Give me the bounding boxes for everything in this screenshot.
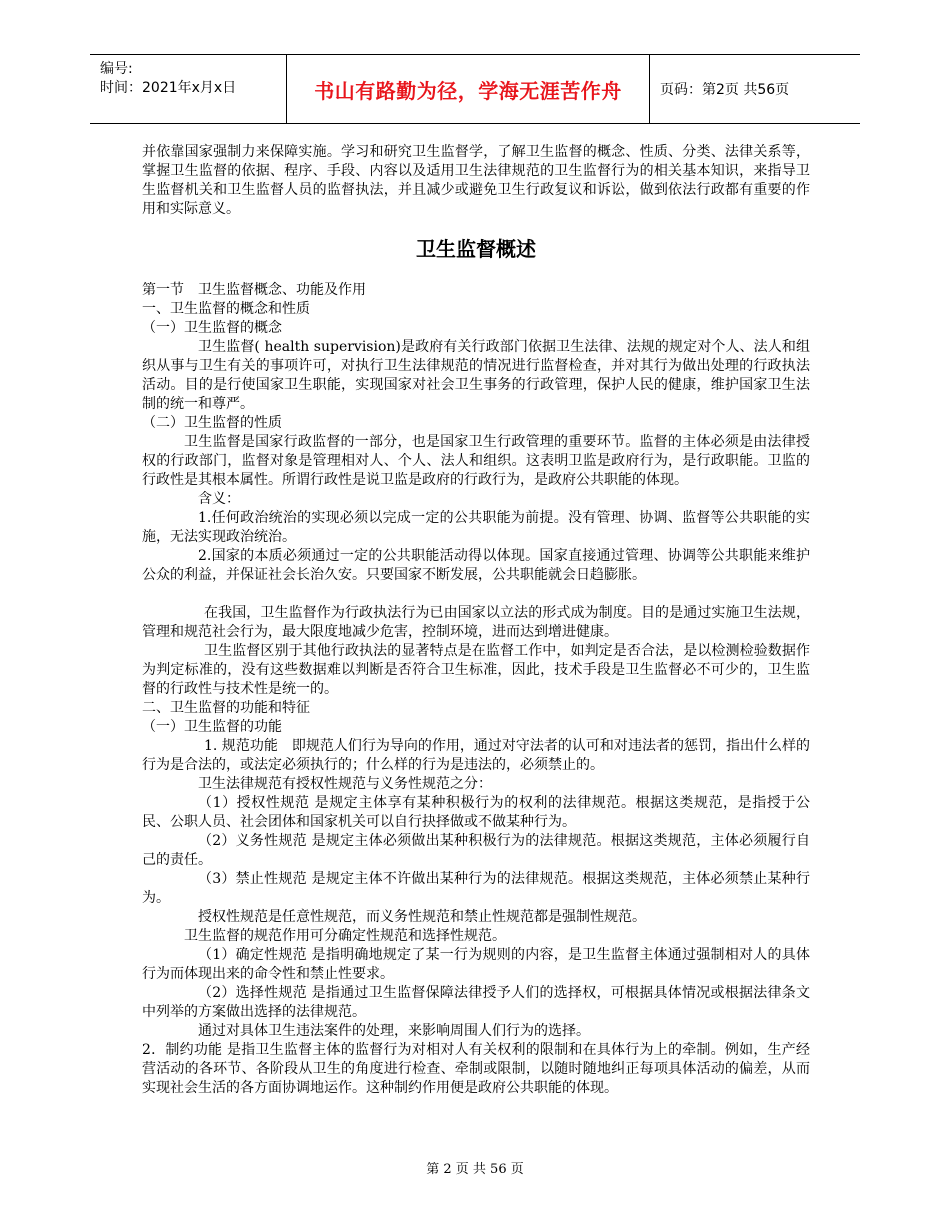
body-paragraph: 卫生监督( health supervision)是政府有关行政部门依据卫生法律、法规的规定对个人、法人和组织从事与卫生有关的事项许可，对执行卫生法律规范的情况进行监督检查，并对其行为做出处理的行政执法活动。目的是行使国家卫生职能，实现国家对社会卫生事务的行政管理，保护人民的健康，维护国家卫生法制的统一和尊严。 (142, 339, 810, 412)
time-label: 时间：2021年x月x日 (100, 80, 237, 96)
body-paragraph: 卫生监督是国家行政监督的一部分，也是国家卫生行政管理的重要环节。监督的主体必须是由法律授权的行政部门，监督对象是管理相对人、个人、法人和组织。这表明卫监是政府行为，是行政职能。卫监的行政性是其根本属性。所谓行政性是说卫监是政府的行政行为，是政府公共职能的体现。 (142, 434, 810, 488)
body-paragraph: 在我国，卫生监督作为行政执法行为已由国家以立法的形式成为制度。目的是通过实施卫生法规，管理和规范社会行为，最大限度地减少危害，控制环境，进而达到增进健康。 (142, 605, 810, 640)
number-label: 编号: (100, 61, 133, 77)
body-paragraph: 通过对具体卫生违法案件的处理，来影响周围人们行为的选择。 (198, 1023, 590, 1039)
header-motto: 书山有路勤为径，学海无涯苦作舟 (286, 55, 650, 123)
body-paragraph: 含义： (198, 491, 240, 507)
page-footer: 第 2 页 共 56 页 (426, 1162, 524, 1177)
body-paragraph: 卫生监督区别于其他行政执法的显著特点是在监督工作中，如判定是否合法，是以检测检验数据作为判定标准的，没有这些数据难以判断是否符合卫生标准，因此，技术手段是卫生监督必不可少的，卫生监督的行政性与技术性是统一的。 (142, 643, 810, 697)
subsection-heading: 二、卫生监督的功能和特征 (142, 700, 310, 716)
body-paragraph: 2.国家的本质必须通过一定的公共职能活动得以体现。国家直接通过管理、协调等公共职能来维护公众的利益，并保证社会长治久安。只要国家不断发展，公共职能就会日趋膨胀。 (142, 548, 810, 583)
body-paragraph: 授权性规范是任意性规范，而义务性规范和禁止性规范都是强制性规范。 (198, 909, 646, 925)
subsection-heading: （二）卫生监督的性质 (142, 415, 282, 431)
section-heading: 第一节 卫生监督概念、功能及作用 (142, 282, 366, 298)
intro-paragraph: 并依靠国家强制力来保障实施。学习和研究卫生监督学，了解卫生监督的概念、性质、分类、法律关系等，掌握卫生监督的依据、程序、手段、内容以及适用卫生法律规范的卫生监督行为的相关基本知识，来指导卫生监督机关和卫生监督人员的监督执法，并且减少或避免卫生行政复议和诉讼，做到依法行政都有重要的作用和实际意义。 (142, 144, 810, 217)
body-paragraph: 2．制约功能 是指卫生监督主体的监督行为对相对人有关权利的限制和在具体行为上的牵制。例如，生产经营活动的各环节、各阶段从卫生的角度进行检查、牵制或限制，以随时随地纠正每项具体活动的偏差，从而实现社会生活的各方面协调地运作。这种制约作用便是政府公共职能的体现。 (142, 1042, 810, 1096)
subsection-heading: （一）卫生监督的概念 (142, 320, 282, 336)
document-body (142, 143, 810, 1098)
body-paragraph: 1.任何政治统治的实现必须以完成一定的公共职能为前提。没有管理、协调、监督等公共职能的实施，无法实现政治统治。 (142, 510, 810, 545)
header-page-info: 页码：第2页 共56页 (660, 82, 790, 98)
body-paragraph: （1）授权性规范 是规定主体享有某种积极行为的权利的法律规范。根据这类规范，是指授于公民、公职人员、社会团体和国家机关可以自行抉择做或不做某种行为。 (142, 795, 810, 830)
document-title: 卫生监督概述 (416, 237, 536, 261)
body-paragraph: 卫生法律规范有授权性规范与义务性规范之分： (198, 776, 492, 792)
body-paragraph: （1）确定性规范 是指明确地规定了某一行为规则的内容，是卫生监督主体通过强制相对人的具体行为而体现出来的命令性和禁止性要求。 (142, 947, 810, 982)
body-paragraph: （2）选择性规范 是指通过卫生监督保障法律授予人们的选择权，可根据具体情况或根据法律条文中列举的方案做出选择的法律规范。 (142, 985, 810, 1020)
subsection-heading: （一）卫生监督的功能 (142, 719, 282, 735)
body-paragraph: 1. 规范功能 即规范人们行为导向的作用，通过对守法者的认可和对违法者的惩罚，指出什么样的行为是合法的，或法定必须执行的；什么样的行为是违法的，必须禁止的。 (142, 738, 810, 773)
body-paragraph: （3）禁止性规范 是规定主体不许做出某种行为的法律规范。根据这类规范，主体必须禁止某种行为。 (142, 871, 810, 906)
subsection-heading: 一、卫生监督的概念和性质 (142, 301, 310, 317)
page-header (90, 54, 860, 124)
body-paragraph: 卫生监督的规范作用可分确定性规范和选择性规范。 (184, 928, 506, 944)
body-paragraph: （2）义务性规范 是规定主体必须做出某种积极行为的法律规范。根据这类规范，主体必须履行自己的责任。 (142, 833, 810, 868)
blank-line (142, 585, 810, 604)
header-meta (90, 55, 286, 123)
